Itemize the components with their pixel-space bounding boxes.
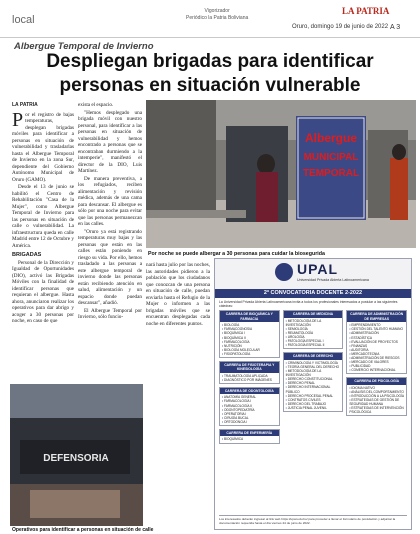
subject-item: • REUMATOLOGÍA (286, 331, 341, 335)
career-box (283, 310, 344, 349)
career-title: CARRERA DE MEDICINA (284, 311, 343, 317)
subject-item: • ESTRATEGIAS DE GESTIÓN DE SEGURIDAD HUMANA (349, 398, 404, 406)
subject-item: • FARMACOLOGÍA (222, 340, 277, 344)
ad-column-mid (283, 310, 344, 446)
dateline: Oruro, domingo 19 de junio de 2022 (292, 24, 389, 30)
photo-operativos (10, 384, 143, 526)
subject-item: • PATOLOGÍA ESPECIAL II (286, 343, 341, 347)
subject-item: • DERECHO DEL TRABAJO (286, 402, 341, 406)
article-column-3: nará hasta julio por las noches, las autoridades pidieron a la población que los ciudadanos que conozcan de una persona en situación de calle, puedan enviarla hasta el Refugio de la Mujer o informen a las brigadas móviles que se encuentran desplegadas cada noche en diferentes puntos. (146, 262, 210, 327)
ad-footer: Los interesados deberán ingresar al link web https://upal.edu.bo/ para proceder a llenar el formulario de postulación y adjuntar la documentación requerida hasta el día viernes 24 de junio de 2022. (219, 515, 407, 526)
ad-columns (215, 310, 411, 446)
subject-item: • ANATOMÍA GENERAL (222, 395, 277, 399)
subject-item: • TEORÍA GENERAL DEL DERECHO (286, 365, 341, 369)
article-column-1: LA PATRIA Por el registro de bajas temperaturas, desplegan brigadas móviles para identificar a personas en situación de vulnerabilidad y trasladarlas hasta el Albergue Temporal de Invierno en la zona Sur, dependiente del Gobierno Autónomo Municipal de Oruro (GAMO). Desde el 13 de junio se habilitó el Centro de Rehabilitación "Casa de la Mujer", como Albergue Temporal de Invierno para las personas en situación de calle o vulnerabilidad. La infraestructura queda en calle Madrid entre 12 de Octubre y América. BRIGADAS Personal de la Dirección y Igualdad de Oportunidades (DIO), activó las Brigadas Móviles con la finalidad de identificar personas que requieran el albergue. Hasta ahora, anunciaron realizar los operativos para dar abrigo y acoger a 30 personas por noche, en caso de que (12, 102, 74, 324)
subject-item: • BIOLOGÍA MOLECULAR (222, 348, 277, 352)
photo-albergue (146, 100, 416, 248)
subject-list (220, 322, 279, 357)
photo-albergue-image (146, 100, 416, 248)
subject-item: • ESTRATEGIAS DE INTERVENCIÓN PSICOLÓGICA (349, 406, 404, 414)
upal-advertisement (214, 258, 412, 530)
subject-item: • NUTRICIÓN (222, 344, 277, 348)
subject-list (284, 318, 343, 349)
sign-line-1: Albergue (304, 131, 358, 145)
subject-item: • CRIMINOLOGÍA Y VICTIMOLOGÍA (286, 361, 341, 365)
subject-item: • BIOLOGÍA (222, 323, 277, 327)
subject-item: • BIOQUÍMICA I (222, 331, 277, 335)
career-title: CARRERA DE PSICOLOGÍA (347, 378, 406, 384)
subhead: BRIGADAS (12, 252, 42, 258)
subject-item: • UROLOGÍA (286, 335, 341, 339)
subject-list (220, 436, 279, 442)
subject-item: • ORTODONCIA I (222, 420, 277, 424)
article-column-2: exista el espacio. "Hemos desplegado una brigada móvil con nuestro personal, para identificar a las personas en situación de vulnerabilidad y hemos encontrado a personas que se encontraban durmiendo a la intemperie", manifestó el director de la DIO, Luis Martínez. De manera preventiva, a los refugiados, reciben alimentación y revisión médica, además de una cama para descansar. El albergue es sólo por una noche para evitar que las personas permanezcan en las calles. "Oruro ya está registrando temperaturas muy bajas y las personas que están en las calles están poniendo en riesgo su vida. Por ello, hemos trasladado a las personas a este albergue temporal de invierno donde las personas están recibiendo atención en salud, alimentación y un espacio donde puedan descansar", añadió. El Albergue Temporal por Invierno, sólo funcio- (78, 102, 142, 320)
subject-item: • OPERATORIA I (222, 412, 277, 416)
subject-item: • BIOQUÍMICA (222, 437, 277, 441)
ad-header (215, 259, 411, 289)
career-title: CARRERA DE ENFERMERÍA (220, 430, 279, 436)
subject-item: • INTRODUCCIÓN A LA PSICOLOGÍA (349, 394, 404, 398)
subject-item: • ODONTOPEDIATRÍA (222, 408, 277, 412)
career-box (219, 361, 280, 384)
career-box (346, 310, 407, 374)
subject-item: • CIRUGÍA BUCAL (222, 416, 277, 420)
subject-item: • SEMIOLOGÍA (286, 327, 341, 331)
subject-item: • FARMACOLOGÍA I (222, 399, 277, 403)
subject-item: • MERCADOTECNIA (349, 352, 404, 356)
page-number: A 3 (390, 24, 401, 31)
subject-item: • ANÁLISIS DEL COMPORTAMIENTO (349, 390, 404, 394)
newspaper-logo: LA PATRIA (342, 6, 390, 16)
career-title: CARRERA DE FISIOTERAPIA Y KINESIOLOGÍA (220, 362, 279, 373)
career-box (346, 377, 407, 416)
ad-intro: La Universidad Privada Abierta Latinoamericana invita a todos los profesionales interesados a postular a las siguientes cátedras: (219, 300, 398, 309)
article-headline: Despliegan brigadas para identificar personas en situación vulnerable (46, 51, 374, 96)
career-title: CARRERA DE ODONTOLOGÍA (220, 388, 279, 394)
sponsor-text: Vigorizador Periódico la Patria Boliviana (186, 8, 249, 21)
upal-logo-icon (275, 263, 293, 281)
vest-text: DEFENSORIA (43, 453, 109, 464)
career-box (219, 429, 280, 444)
subject-list (347, 322, 406, 373)
ad-brand: UPAL (297, 261, 339, 277)
subject-item: • MERCADO DE VALORES (349, 360, 404, 364)
sign-line-2: MUNICIPAL (303, 152, 359, 163)
subject-item: • COMERCIO INTERNACIONAL (349, 368, 404, 372)
subject-item: • BIOQUÍMICA II (222, 336, 277, 340)
subject-item: • DERECHO CONSTITUCIONAL (286, 377, 341, 381)
subject-item: • JUSTICIA PENAL JUVENIL (286, 406, 341, 410)
career-box (219, 310, 280, 358)
subject-item: • FARMACOGNOSIA (222, 327, 277, 331)
subject-item: • FARMACOLOGÍA II (222, 404, 277, 408)
career-title: CARRERA DE BIOQUÍMICA Y FARMACIA (220, 311, 279, 322)
subject-item: • DERECHO PENAL (286, 381, 341, 385)
subject-item: • TRAUMATOLOGÍA APLICADA (222, 374, 277, 378)
ad-column-left (219, 310, 280, 446)
subject-item: • CONTRATOS CIVILES (286, 398, 341, 402)
sign-line-3: TEMPORAL (302, 168, 360, 179)
subject-item: • FISIOPATOLOGÍA (222, 352, 277, 356)
subject-item: • METODOLOGÍA DE LA INVESTIGACIÓN (286, 369, 341, 377)
byline: LA PATRIA (12, 102, 38, 108)
photo-bot-caption: Operativos para identificar a personas en situación de calle (12, 527, 154, 533)
subject-item: • ESTADÍSTICA (349, 336, 404, 340)
photo-top-caption: Por noche se puede albergar a 30 personas para cuidar la biosegurida (148, 251, 325, 257)
subject-item: • IDIOMA NATIVO (349, 386, 404, 390)
subject-item: • DERECHO INTERNACIONAL PÚBLICO (286, 385, 341, 393)
subject-item: • EVALUACIÓN DE PROYECTOS (349, 340, 404, 344)
career-title: CARRERA DE ADMINISTRACIÓN DE EMPRESAS (347, 311, 406, 322)
ad-column-right (346, 310, 407, 446)
subject-item: • PATOLOGÍA ESPECIAL I (286, 339, 341, 343)
subject-item: • ADMINISTRACIÓN DE RIESGOS (349, 356, 404, 360)
subject-item: • EMPRENDIMIENTO (349, 323, 404, 327)
career-title: CARRERA DE DERECHO (284, 353, 343, 359)
subject-list (347, 385, 406, 416)
photo-operativos-image (10, 384, 143, 526)
subject-item: • AUDITORÍA (349, 348, 404, 352)
drop-cap: P (12, 108, 24, 131)
subject-item: • FINANZAS (349, 344, 404, 348)
subject-list (284, 360, 343, 411)
subject-item: • ADMINISTRACIÓN (349, 331, 404, 335)
ad-banner: 2ª CONVOCATORIA DOCENTE 2-2022 (215, 289, 411, 298)
page-header (0, 0, 420, 38)
career-box (283, 352, 344, 412)
career-box (219, 387, 280, 426)
subject-item: • METODOLOGÍA DE LA INVESTIGACIÓN (286, 319, 341, 327)
subject-item: • DERECHO PROCESAL PENAL (286, 394, 341, 398)
subject-list (220, 373, 279, 383)
ad-university: Universidad Privada Abierta Latinoamericana (297, 278, 369, 282)
subject-list (220, 394, 279, 425)
subject-item: • DIAGNÓSTICO POR IMÁGENES (222, 378, 277, 382)
section-label: local (12, 14, 35, 26)
subject-item: • GESTIÓN DEL TALENTO HUMANO (349, 327, 404, 331)
article-kicker: Albergue Temporal de Invierno (14, 41, 154, 52)
subject-item: • PUBLICIDAD (349, 364, 404, 368)
